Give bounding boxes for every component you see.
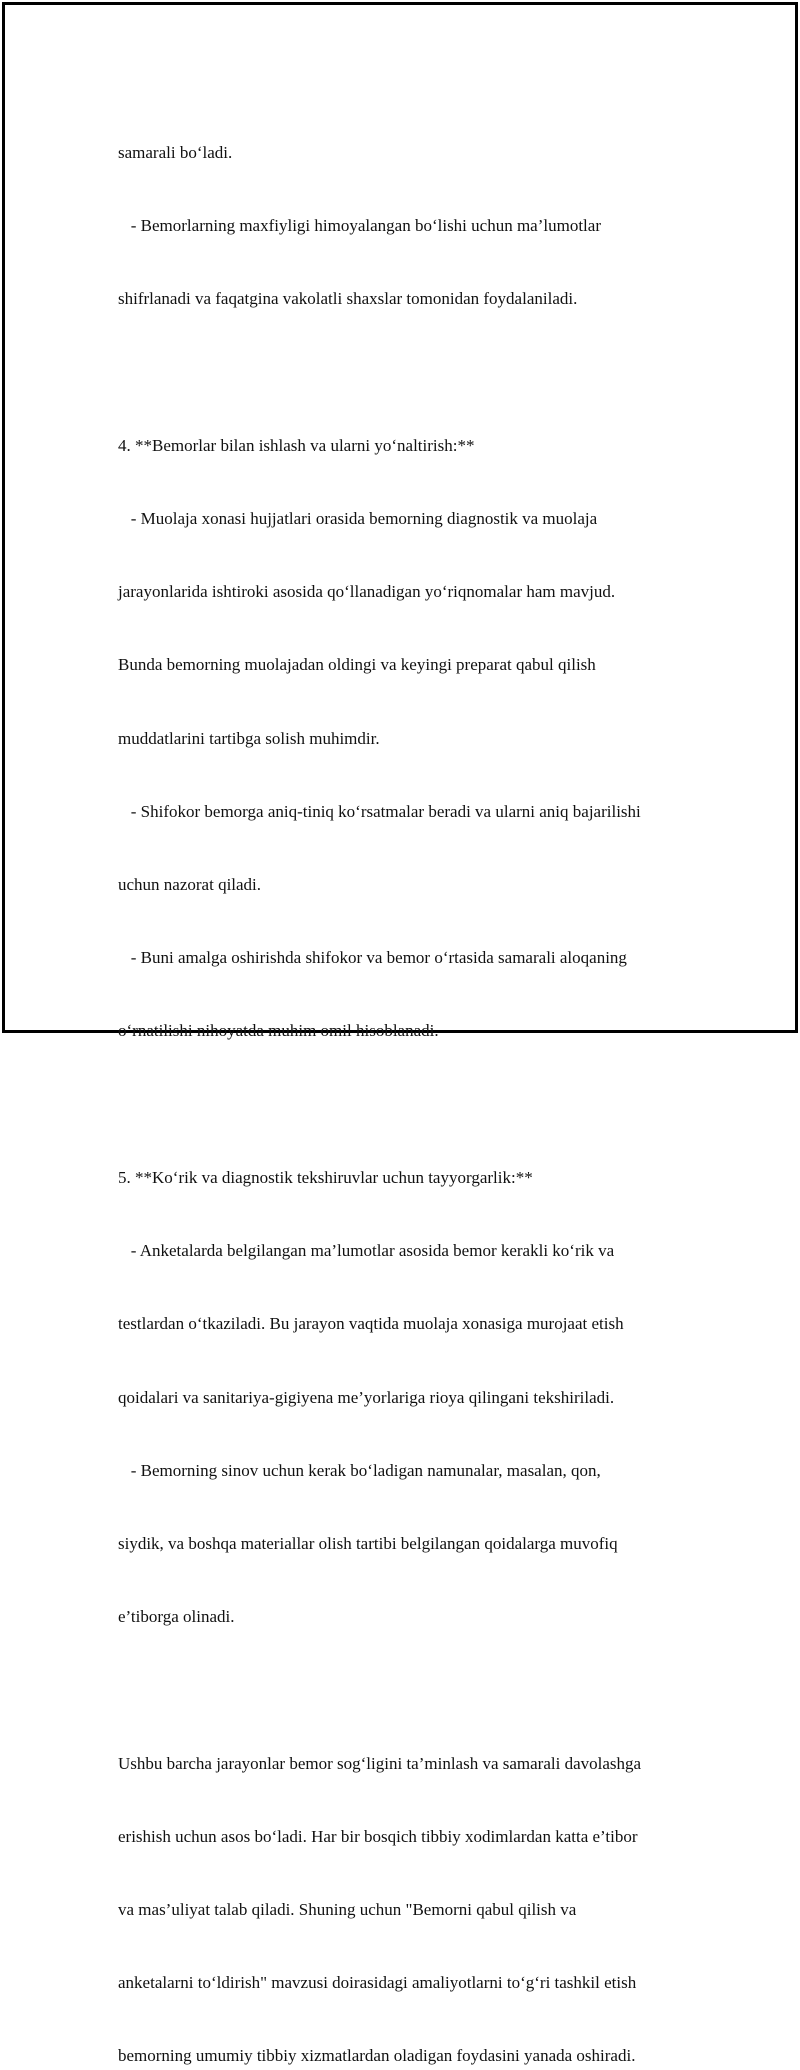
text-line: Bunda bemorning muolajadan oldingi va keyingi preparat qabul qilish — [118, 655, 596, 675]
text-line: siydik, va boshqa materiallar olish tartibi belgilangan qoidalarga muvofiq — [118, 1533, 618, 1553]
text-line: erishish uchun asos bo‘ladi. Har bir bosqich tibbiy xodimlardan katta e’tibor — [118, 1826, 638, 1846]
text-line: - Anketalarda belgilangan ma’lumotlar asosida bemor kerakli ko‘rik va — [118, 1241, 615, 1261]
text-line: uchun nazorat qiladi. — [118, 874, 262, 894]
text-line: jarayonlarida ishtiroki asosida qo‘llanadigan yo‘riqnomalar ham mavjud. — [118, 582, 616, 602]
text-line: testlardan o‘tkaziladi. Bu jarayon vaqtida muolaja xonasiga murojaat etish — [118, 1314, 624, 1334]
blank-line — [118, 1093, 718, 1117]
text-line: - Shifokor bemorga aniq-tiniq ko‘rsatmalar beradi va ularni aniq bajarilishi — [118, 801, 641, 821]
text-line: - Bemorning sinov uchun kerak bo‘ladigan namunalar, masalan, qon, — [118, 1460, 601, 1480]
section-heading: 4. **Bemorlar bilan ishlash va ularni yo‘naltirish:** — [118, 435, 475, 455]
section-heading: 5. **Ko‘rik va diagnostik tekshiruvlar uchun tayyorgarlik:** — [118, 1167, 533, 1187]
text-line: samarali bo‘ladi. — [118, 142, 233, 162]
text-line: - Buni amalga oshirishda shifokor va bemor o‘rtasida samarali aloqaning — [118, 948, 627, 968]
text-line: shifrlanadi va faqatgina vakolatli shaxslar tomonidan foydalaniladi. — [118, 289, 578, 309]
text-line: bemorning umumiy tibbiy xizmatlardan oladigan foydasini yanada oshiradi. — [118, 2046, 636, 2066]
text-line: - Muolaja xonasi hujjatlari orasida bemorning diagnostik va muolaja — [118, 508, 598, 528]
text-line: muddatlarini tartibga solish muhimdir. — [118, 728, 380, 748]
document-body — [118, 92, 718, 2070]
text-line: e’tiborga olinadi. — [118, 1607, 235, 1627]
text-line: - Bemorlarning maxfiyligi himoyalangan bo‘lishi uchun ma’lumotlar — [118, 216, 601, 236]
text-line: qoidalari va sanitariya-gigiyena me’yorlariga rioya qilingani tekshiriladi. — [118, 1387, 615, 1407]
text-line: anketalarni to‘ldirish" mavzusi doirasidagi amaliyotlarni to‘g‘ri tashkil etish — [118, 1973, 637, 1993]
text-line: o‘rnatilishi nihoyatda muhim omil hisoblanadi. — [118, 1021, 439, 1041]
blank-line — [118, 360, 718, 384]
text-line: Ushbu barcha jarayonlar bemor sog‘ligini ta’minlash va samarali davolashga — [118, 1753, 642, 1773]
text-line: va mas’uliyat talab qiladi. Shuning uchun "Bemorni qabul qilish va — [118, 1900, 577, 1920]
blank-line — [118, 1678, 718, 1702]
